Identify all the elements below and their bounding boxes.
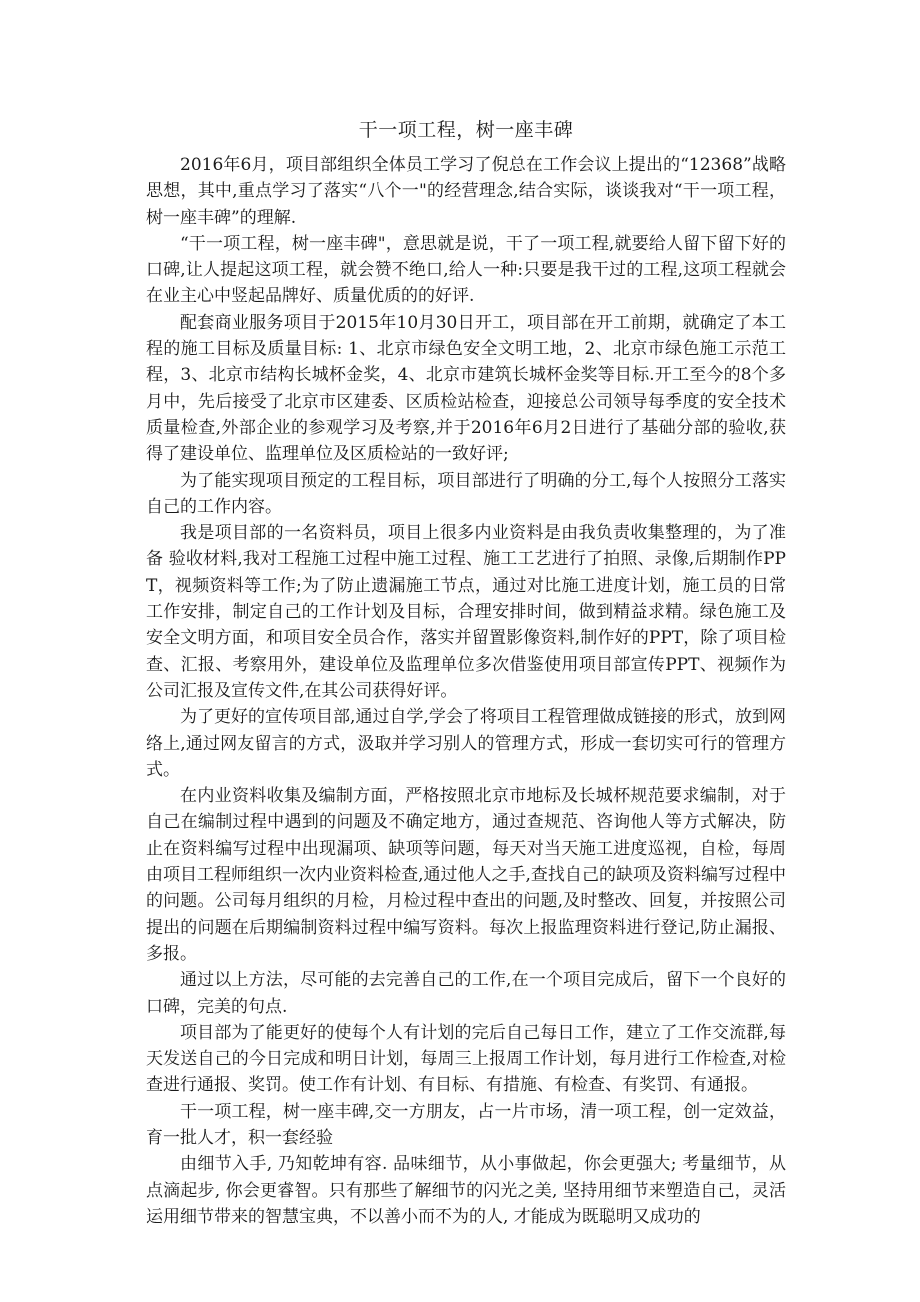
document-title: 干一项工程，树一座丰碑: [358, 119, 574, 141]
document-body: [146, 152, 786, 1230]
paragraph: 干一项工程，树一座丰碑,交一方朋友，占一片市场，清一项工程，创一定效益，育一批人才，积一套经验: [146, 1101, 786, 1148]
paragraph: 项目部为了能更好的使每个人有计划的完后自己每日工作，建立了工作交流群,每天发送自己的今日完成和明日计划，每周三上报周工作计划，每月进行工作检查,对检查进行通报、奖罚。使工作有计划、有目标、有措施、有检查、有奖罚、有通报。: [146, 1022, 786, 1096]
document-page: [146, 112, 786, 1230]
paragraph: 为了更好的宣传项目部,通过自学,学会了将项目工程管理做成链接的形式，放到网络上,通过网友留言的方式，汲取并学习别人的管理方式，形成一套切实可行的管理方式。: [146, 707, 786, 780]
paragraph: 我是项目部的一名资料员，项目上很多内业资料是由我负责收集整理的，为了准备 验收材料,我对工程施工过程中施工过程、施工工艺进行了拍照、录像,后期制作PPT，视频资料等工作;为了防止遗漏施工节点，通过对比施工进度计划，施工员的日常工作安排，制定自己的工作计划及目标，合理安排时间，做到精益求精。绿色施工及安全文明方面，和项目安全员合作，落实并留置影像资料,制作好的PPT，除了项目检查、汇报、考察用外，建设单位及监理单位多次借鉴使用项目部宣传PPT、视频作为公司汇报及宣传文件,在其公司获得好评。: [146, 523, 786, 701]
paragraph: 在内业资料收集及编制方面，严格按照北京市地标及长城杯规范要求编制，对于自己在编制过程中遇到的问题及不确定地方，通过查规范、咨询他人等方式解决，防止在资料编写过程中出现漏项、缺项等问题，每天对当天施工进度巡视，自检，每周由项目工程师组织一次内业资料检查,通过他人之手,查找自己的缺项及资料编写过程中的问题。公司每月组织的月检，月检过程中查出的问题,及时整改、回复，并按照公司提出的问题在后期编制资料过程中编写资料。每次上报监理资料进行登记,防止漏报、多报。: [146, 786, 786, 964]
paragraph: 通过以上方法，尽可能的去完善自己的工作,在一个项目完成后，留下一个良好的口碑，完美的句点.: [146, 970, 786, 1017]
paragraph: 配套商业服务项目于2015年10月30日开工，项目部在开工前期，就确定了本工程的施工目标及质量目标: 1、北京市绿色安全文明工地，2、北京市绿色施工示范工程，3、北京市结构长城杯金奖，4、北京市建筑长城杯金奖等目标.开工至今的8个多月中，先后接受了北京市区建委、区质检站检查，迎接总公司领导每季度的安全技术质量检查,外部企业的参观学习及考察,并于2016年6月2日进行了基础分部的验收,获得了建设单位、监理单位及区质检站的一致好评;: [146, 312, 786, 465]
paragraph: 2016年6月，项目部组织全体员工学习了倪总在工作会议上提出的“12368”战略思想，其中,重点学习了落实“八个一"的经营理念,结合实际，谈谈我对“干一项工程，树一座丰碑”的理解.: [146, 155, 786, 228]
paragraph: 由细节入手, 乃知乾坤有容. 品味细节，从小事做起，你会更强大; 考量细节，从点滴起步, 你会更睿智。只有那些了解细节的闪光之美, 坚持用细节来塑造自己，灵活运用细节带来的智慧宝典，不以善小而不为的人, 才能成为既聪明又成功的: [146, 1154, 786, 1227]
paragraph: 为了能实现项目预定的工程目标，项目部进行了明确的分工,每个人按照分工落实自己的工作内容。: [146, 470, 786, 517]
paragraph: “干一项工程，树一座丰碑"，意思就是说，干了一项工程,就要给人留下留下好的口碑,让人提起这项工程，就会赞不绝口,给人一种:只要是我干过的工程,这项工程就会在业主心中竖起品牌好、质量优质的的好评.: [146, 233, 786, 307]
